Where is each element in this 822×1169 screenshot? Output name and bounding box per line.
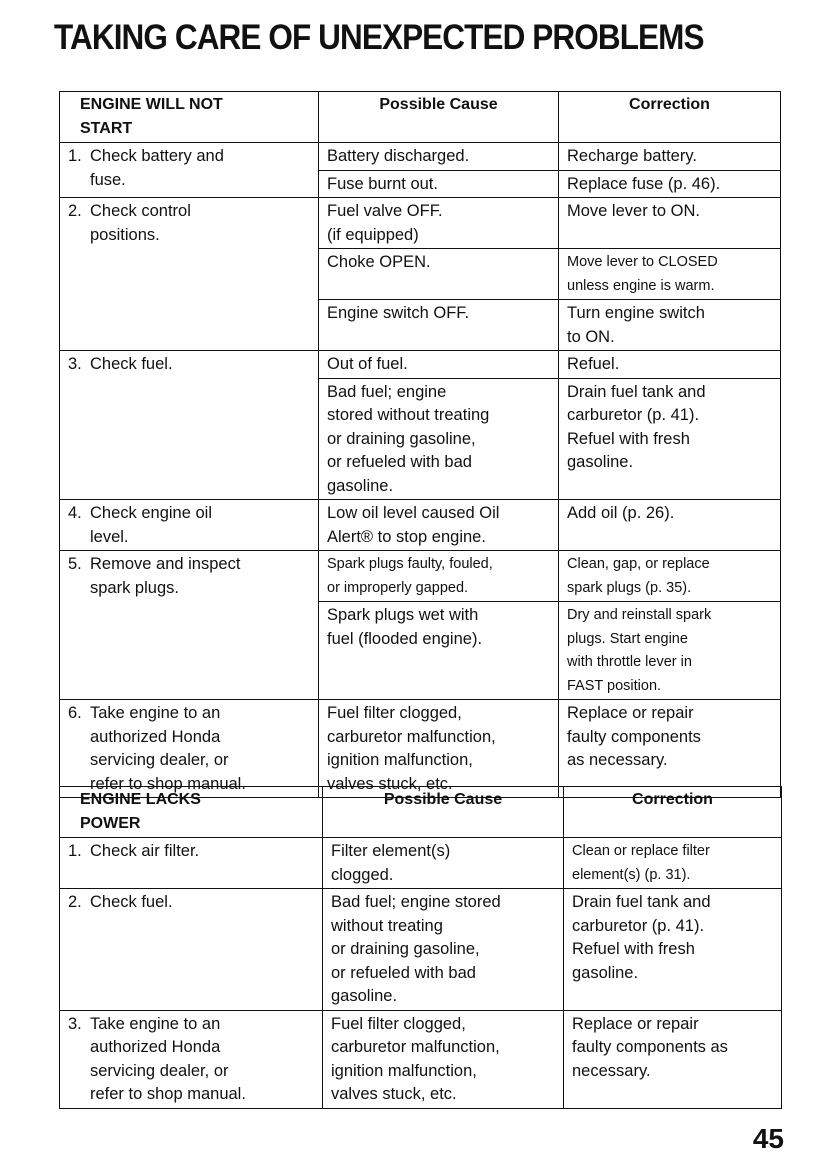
cause-cell: Filter element(s) clogged.: [323, 838, 564, 889]
table-row: [60, 889, 782, 1011]
cause-cell: Bad fuel; engine stored without treating or draining gasoline, or refueled with bad gasoline.: [319, 378, 559, 500]
correction-cell: Recharge battery.: [559, 143, 781, 171]
cause-cell: Engine switch OFF.: [319, 300, 559, 351]
cause-cell: Spark plugs wet with fuel (flooded engine).: [319, 602, 559, 700]
table-row: [60, 838, 782, 889]
check-cell: 1. Check air filter.: [60, 838, 323, 889]
cause-cell: Fuel filter clogged, carburetor malfunction, ignition malfunction, valves stuck, etc.: [323, 1010, 564, 1108]
page-title: TAKING CARE OF UNEXPECTED PROBLEMS: [54, 18, 704, 57]
check-cell: 2. Check fuel.: [60, 889, 323, 1011]
header-cause: Possible Cause: [323, 787, 564, 838]
cause-cell: Out of fuel.: [319, 351, 559, 379]
correction-cell: Replace or repair faulty components as necessary.: [559, 700, 781, 798]
correction-cell: Add oil (p. 26).: [559, 500, 781, 551]
check-cell: 4. Check engine oil level.: [60, 500, 319, 551]
header-problem: ENGINE LACKS POWER: [60, 787, 323, 838]
correction-cell: Drain fuel tank and carburetor (p. 41). Refuel with fresh gasoline.: [559, 378, 781, 500]
cause-cell: Battery discharged.: [319, 143, 559, 171]
table-row: [60, 351, 781, 379]
check-cell: 3. Take engine to an authorized Honda servicing dealer, or refer to shop manual.: [60, 1010, 323, 1108]
correction-cell: Replace fuse (p. 46).: [559, 170, 781, 198]
correction-cell: Clean or replace filter element(s) (p. 31).: [564, 838, 782, 889]
check-cell: 3. Check fuel.: [60, 351, 319, 500]
engine-lacks-power-table: [59, 786, 782, 1109]
page-number: 45: [752, 1123, 784, 1154]
cause-cell: Fuel valve OFF. (if equipped): [319, 198, 559, 249]
correction-cell: Dry and reinstall spark plugs. Start engine with throttle lever in FAST position.: [559, 602, 781, 700]
cause-cell: Bad fuel; engine stored without treating or draining gasoline, or refueled with bad gasoline.: [323, 889, 564, 1011]
correction-cell: Refuel.: [559, 351, 781, 379]
correction-cell: Turn engine switch to ON.: [559, 300, 781, 351]
table-header-row: [60, 92, 781, 143]
correction-cell: Replace or repair faulty components as necessary.: [564, 1010, 782, 1108]
table-row: [60, 500, 781, 551]
correction-cell: Drain fuel tank and carburetor (p. 41). Refuel with fresh gasoline.: [564, 889, 782, 1011]
check-cell: 5. Remove and inspect spark plugs.: [60, 551, 319, 700]
table-row: [60, 551, 781, 602]
cause-cell: Fuel filter clogged, carburetor malfunction, ignition malfunction, valves stuck, etc.: [319, 700, 559, 798]
cause-cell: Choke OPEN.: [319, 249, 559, 300]
correction-cell: Move lever to CLOSED unless engine is warm.: [559, 249, 781, 300]
cause-cell: Low oil level caused Oil Alert® to stop engine.: [319, 500, 559, 551]
table-row: [60, 1010, 782, 1108]
check-cell: 2. Check control positions.: [60, 198, 319, 351]
header-correction: Correction: [564, 787, 782, 838]
header-correction: Correction: [559, 92, 781, 143]
check-cell: 6. Take engine to an authorized Honda servicing dealer, or refer to shop manual.: [60, 700, 319, 798]
header-problem: ENGINE WILL NOT START: [60, 92, 319, 143]
table-row: [60, 143, 781, 171]
check-cell: 1. Check battery and fuse.: [60, 143, 319, 198]
table-row: [60, 198, 781, 249]
correction-cell: Move lever to ON.: [559, 198, 781, 249]
cause-cell: Fuse burnt out.: [319, 170, 559, 198]
table-row: [60, 700, 781, 798]
correction-cell: Clean, gap, or replace spark plugs (p. 35).: [559, 551, 781, 602]
table-header-row: [60, 787, 782, 838]
engine-will-not-start-table: [59, 91, 781, 798]
header-cause: Possible Cause: [319, 92, 559, 143]
cause-cell: Spark plugs faulty, fouled, or improperly gapped.: [319, 551, 559, 602]
